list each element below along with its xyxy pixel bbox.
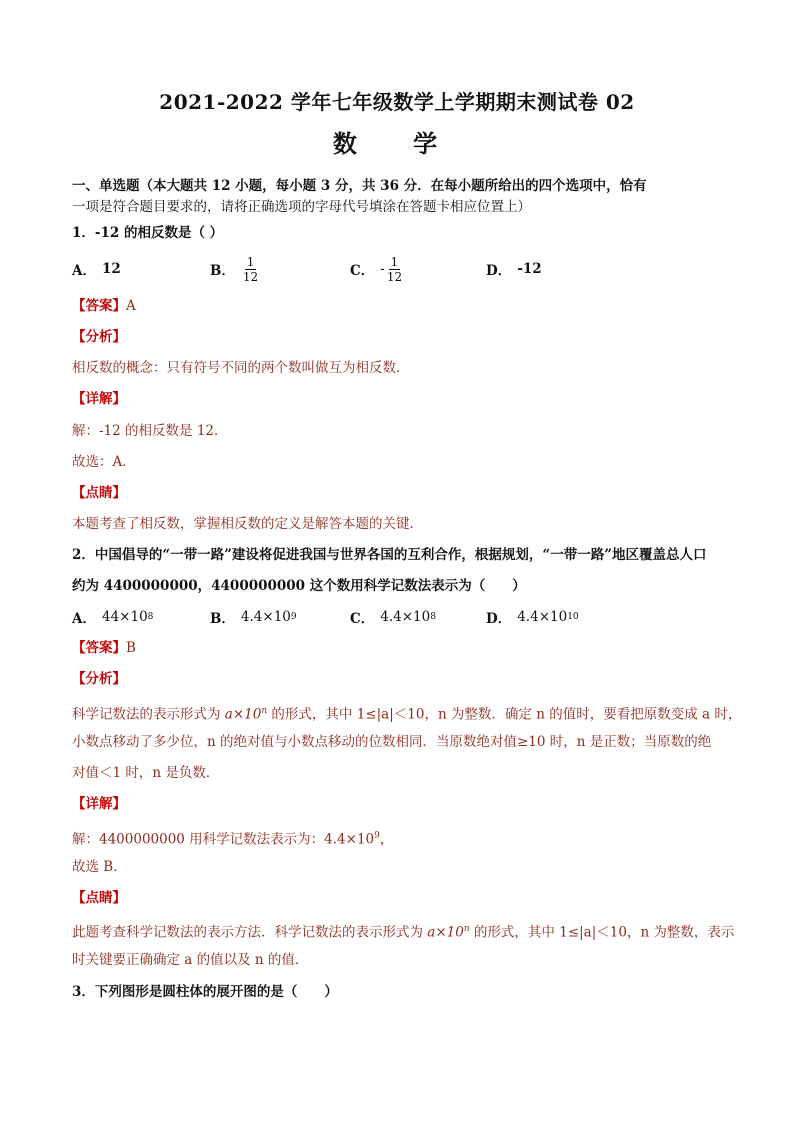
q2-option-d-base: 4.4×10 [517,609,568,625]
q1-option-d-value: -12 [517,261,542,277]
q2-analysis-1c: n [261,706,268,716]
q2-option-b-base: 4.4×10 [240,609,291,625]
q2-option-b [210,600,297,634]
q2-comment-line-2: 时关键要正确确定 a 的值以及 n 的值． [72,952,309,968]
q2-option-a-base: 44×10 [101,609,148,625]
q2-comment-tag: 【点睛】 [72,890,126,906]
q2-options [72,600,732,634]
q1-option-c-numerator: 1 [390,254,399,269]
q2-detail-1-exponent: 9 [374,831,380,841]
subject-heading: 数 学 [332,129,462,158]
q2-comment-1c: n [463,924,470,934]
q2-option-d-exponent: 10 [567,612,579,622]
q1-comment-tag: 【点睛】 [72,485,126,501]
q2-option-b-label: B． [210,611,235,627]
q2-option-c-label: C． [350,611,375,627]
q2-option-d [486,600,579,634]
q1-option-d [486,252,542,286]
q2-comment-line-1 [72,919,735,943]
q2-option-b-exponent: 9 [290,612,297,622]
exam-title: 2021-2022 学年七年级数学上学期期末测试卷 02 [159,90,635,114]
q2-option-a-label: A． [72,611,96,627]
q3-stem: 3．下列图形是圆柱体的展开图的是（ ） [72,984,338,1000]
q1-option-b-fraction [241,255,260,284]
q1-option-a-label: A． [72,263,96,279]
q2-stem-line-2: 约为 4400000000，4400000000 这个数用科学记数法表示为（ ） [72,578,526,594]
q1-detail-tag: 【详解】 [72,391,126,407]
q1-answer-tag: 【答案】 [72,298,126,314]
q1-option-c-denominator: 12 [386,269,403,284]
q2-detail-1b: ， [379,831,394,848]
q2-analysis-line-2: 小数点移动了多少位，n 的绝对值与小数点移动的位数相同．当原数绝对值≥10 时，n 是正数；当原数的绝 [72,734,712,750]
q1-option-c [350,252,404,286]
q2-option-a [72,600,153,634]
q1-analysis-text: 相反数的概念：只有符号不同的两个数叫做互为相反数． [72,360,410,376]
q2-analysis-line-3: 对值＜1 时，n 是负数． [72,765,220,781]
q1-option-c-label: C． [350,263,375,279]
q1-option-c-fraction [385,255,404,284]
q2-analysis-tag: 【分析】 [72,671,126,687]
q2-answer-value: B [126,640,136,656]
q2-analysis-1b: a×10 [224,706,262,723]
q2-option-c-base: 4.4×10 [380,609,431,625]
q2-answer [72,638,732,658]
q1-options [72,252,732,286]
q1-stem: 1．-12 的相反数是（ ） [72,225,224,241]
q2-analysis-1a: 科学记数法的表示形式为 [72,706,225,723]
q2-comment-1b: a×10 [427,924,464,941]
q2-comment-1d: 的形式，其中 1≤|a|＜10，n 为整数，表示 [469,924,735,941]
q1-option-b [210,252,260,286]
q2-detail-1a: 解：4400000000 用科学记数法表示为：4.4×10 [72,831,375,848]
q1-option-c-sign: - [380,261,385,277]
section-instructions-line-1: 一、单选题（本大题共 12 小题，每小题 3 分，共 36 分．在每小题所给出的四个选项中，恰有 [72,178,647,194]
q2-option-a-exponent: 8 [147,612,154,622]
q2-option-c-exponent: 8 [430,612,436,622]
q1-answer-value: A [126,298,136,314]
q1-answer [72,296,732,316]
q1-detail-line-2: 故选：A． [72,454,136,470]
q2-analysis-line-1 [72,701,742,725]
q1-option-d-label: D． [486,263,512,279]
q2-analysis-1d: 的形式，其中 1≤|a|＜10，n 为整数．确定 n 的值时，要看把原数变成 a 时， [267,706,742,723]
q2-comment-1a: 此题考查科学记数法的表示方法．科学记数法的表示形式为 [72,924,428,941]
q1-option-b-denominator: 12 [242,269,259,284]
q1-option-b-numerator: 1 [246,254,255,269]
q2-option-d-label: D． [486,611,512,627]
q1-option-a [72,252,121,286]
q2-detail-line-1 [72,826,732,850]
q2-answer-tag: 【答案】 [72,640,126,656]
q1-option-a-value: 12 [101,261,121,277]
q2-detail-line-2: 故选 B． [72,859,127,875]
q1-analysis-tag: 【分析】 [72,329,126,345]
q2-option-c [350,600,436,634]
q1-option-b-label: B． [210,263,235,279]
q1-comment-text: 本题考查了相反数，掌握相反数的定义是解答本题的关键． [72,516,423,532]
q2-stem-line-1: 2．中国倡导的“一带一路”建设将促进我国与世界各国的互利合作，根据规划，“一带一路”地区覆盖总人口 [72,547,707,563]
q1-detail-line-1: 解：-12 的相反数是 12． [72,423,228,439]
section-instructions-line-2: 一项是符合题目要求的，请将正确选项的字母代号填涂在答题卡相应位置上） [72,199,531,215]
q2-detail-tag: 【详解】 [72,796,126,812]
